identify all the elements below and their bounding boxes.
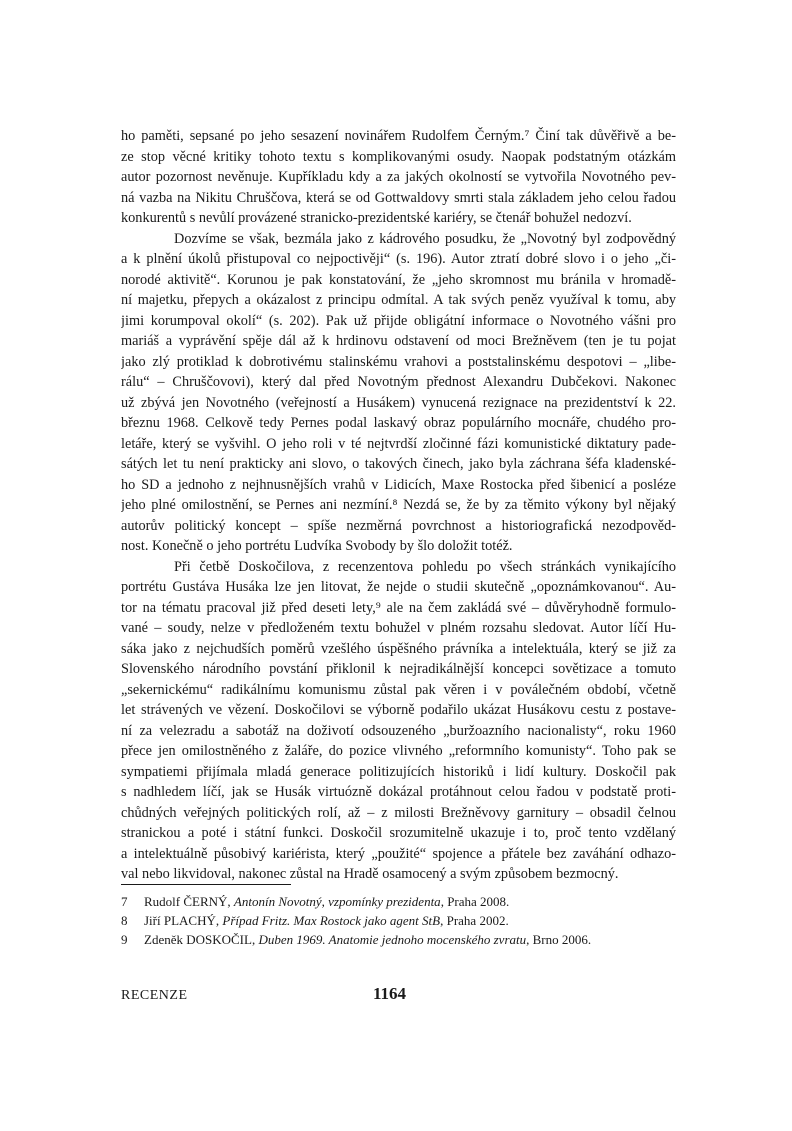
text-line: jimi korumpoval okolí“ (s. 202). Pak už přijde obligátní informace o Novotného vášni pro [121,312,676,329]
page-number: 1164 [373,984,407,1003]
text-line: vané – soudy, nelze v předloženém textu bohužel v plném rozsahu sledovat. Autor líčí Hu- [121,620,676,636]
text-line: autor pozornost nevěnuje. Kupříkladu kdy a za jakých okolností se vytvořila Novotného pev- [121,169,676,185]
footnote-author: Jiří PLACHÝ, [144,913,223,928]
text-line: ho SD a jednoho z nejhnusnějších vrahů v Lidicích, Maxe Rostocka před šibenicí a posléze [121,476,676,493]
text-line: ná vazba na Nikitu Chruščova, která se od Gottwaldovy smrti stala základem jeho celou řadou [121,189,676,206]
text-line: portrétu Gustáva Husáka lze jen litovat, že nejde o studii skutečně „opoznámkovanou“. Au- [121,579,676,595]
text-line: jako zlý protiklad k dobrotivému stalinskému vrahovi a poststalinskému despotovi – „libe- [121,353,676,370]
text-line: rálu“ – Chruščovovi), který dal před Novotným přednost Alexandru Dubčekovi. Nakonec [121,374,676,390]
text-line: Při četbě Doskočilova, z recenzentova pohledu po všech stránkách vynikajícího [174,558,676,575]
section-label: RECENZE [121,988,188,1003]
text-line: norodé aktivitě“. Korunou je pak konstatování, že „jeho skromnost mu bránila v hromadě- [121,271,676,288]
text-line: přece jen omilostněného z žaláře, do pozice vlivného „reformního komunisty“. Toho pak se [121,743,676,759]
footnote-number: 8 [121,913,128,928]
footnote [121,892,676,911]
footnotes [121,892,676,949]
text-line: Slovenského národního povstání přiklonil k nejradikálnější koncepci sovětizace a tomuto [121,661,676,677]
text-line: sátých let tu není prakticky ani slovo, o takových činech, jako byla záchrana šéfa kladenské- [121,456,676,472]
text-line: val nebo likvidoval, nakonec zůstal na Hradě osamocený a svým způsobem bezmocný. [121,866,619,882]
text-line: březnu 1968. Celkově tedy Pernes podal laskavý obraz populárního mocnáře, chudého pro- [121,415,676,431]
footnote-publication: , Praha 2002. [440,913,509,928]
text-line: mariáš a vyprávění spěje dál až k hrdinovu odstavení od moci Brežněvem (ten je tu pojat [121,333,676,349]
text-line: a intelektuálně působivý kariérista, který „použité“ spojence a přátele bez zaváhání odhazo- [121,845,676,862]
footnote-author: Rudolf ČERNÝ, [144,894,234,909]
body-text [121,126,676,885]
text-line: jeho plné omilostnění, se Pernes ani nezmíní.⁸ Nezdá se, že by za těmito výkony byl nějaký [121,497,676,513]
footnote-publication: , Praha 2008. [440,894,510,909]
footnote-title: Antonín Novotný, vzpomínky prezidenta [233,894,441,909]
footnote-divider [121,884,291,885]
text-line: už zbývá jen Novotného (veřejností a Husákem) vynucená rezignace na prezidentství k 22. [121,394,676,411]
text-line: chůdných veřejných politických rolí, až – z milosti Brežněvovy garnitury – obsadil čelnou [121,804,676,821]
text-line: tor na tématu pracoval již před deseti lety,⁹ ale na čem zakládá své – důvěryhodně formulo- [121,599,676,616]
text-line: stranickou a poté i státní funkci. Doskočil srozumitelně ukazuje i to, proč tento vzdělaný [121,825,676,841]
text-line: konkurentů s nevůlí provázené stranicko-prezidentské kariéry, se čtenář bohužel nedozví. [121,210,632,226]
text-line: Dozvíme se však, bezmála jako z kádrového posudku, že „Novotný byl zodpovědný [174,230,676,247]
footnote-number: 7 [121,894,128,909]
footnote-publication: , Brno 2006. [526,932,592,947]
text-line: s nadhledem líčí, jak se Husák virtuózně dokázal protáhnout celou řadou v podstatě proti- [121,784,676,800]
text-line: nost. Konečně o jeho portrétu Ludvíka Svobody by šlo doložit totéž. [121,538,513,554]
text-line: let strávených ve vězení. Doskočilovi se výborně podařilo ukázat Husákovu cestu z postave- [121,702,676,718]
text-line: ní za velezradu a sabotáž na doživotí odsouzeného „buržoazního nacionalisty“, roku 1960 [121,722,676,739]
text-line: ho paměti, sepsané po jeho sesazení novinářem Rudolfem Černým.⁷ Činí tak důvěřivě a be- [121,128,676,144]
footnote-title: Případ Fritz. Max Rostock jako agent StB [222,913,441,928]
text-line: ní majetku, přepych a okázalost z principu odmítal. A tak svých peněz využíval k tomu, aby [121,292,676,308]
text-line: ze stop věcné kritiky tohoto textu s komplikovanými osudy. Naopak podstatným otázkám [121,148,676,165]
footnote [121,911,676,930]
text-line: „sekernickému“ radikálnímu komunismu zůstal pak věren i v poválečném období, včetně [121,681,676,698]
footnote-title: Duben 1969. Anatomie jednoho mocenského zvratu [258,932,527,947]
text-line: autorův politický koncept – spíše nezměrná povrchnost a historiografická nezodpověd- [121,517,676,534]
text-line: a k plnění úkolů přistupoval co nejpoctivěji“ (s. 196). Autor ztratí dobré slovo i o jeho „či- [121,251,676,267]
footnote [121,930,676,949]
text-line: sympatiemi přijímala mladá generace politizujících historiků i lidí kultury. Doskočil pak [121,763,676,780]
footnote-author: Zdeněk DOSKOČIL, [144,932,259,947]
footnote-number: 9 [121,932,128,947]
text-line: letáře, který se vyšvihl. O jeho roli v té nejtvrdší zločinné fázi komunistické diktatury pade- [121,435,676,452]
text-line: sáka jako z nejchudších poměrů vzešlého úspěšného právníka a intelektuála, který se již za [121,640,676,657]
